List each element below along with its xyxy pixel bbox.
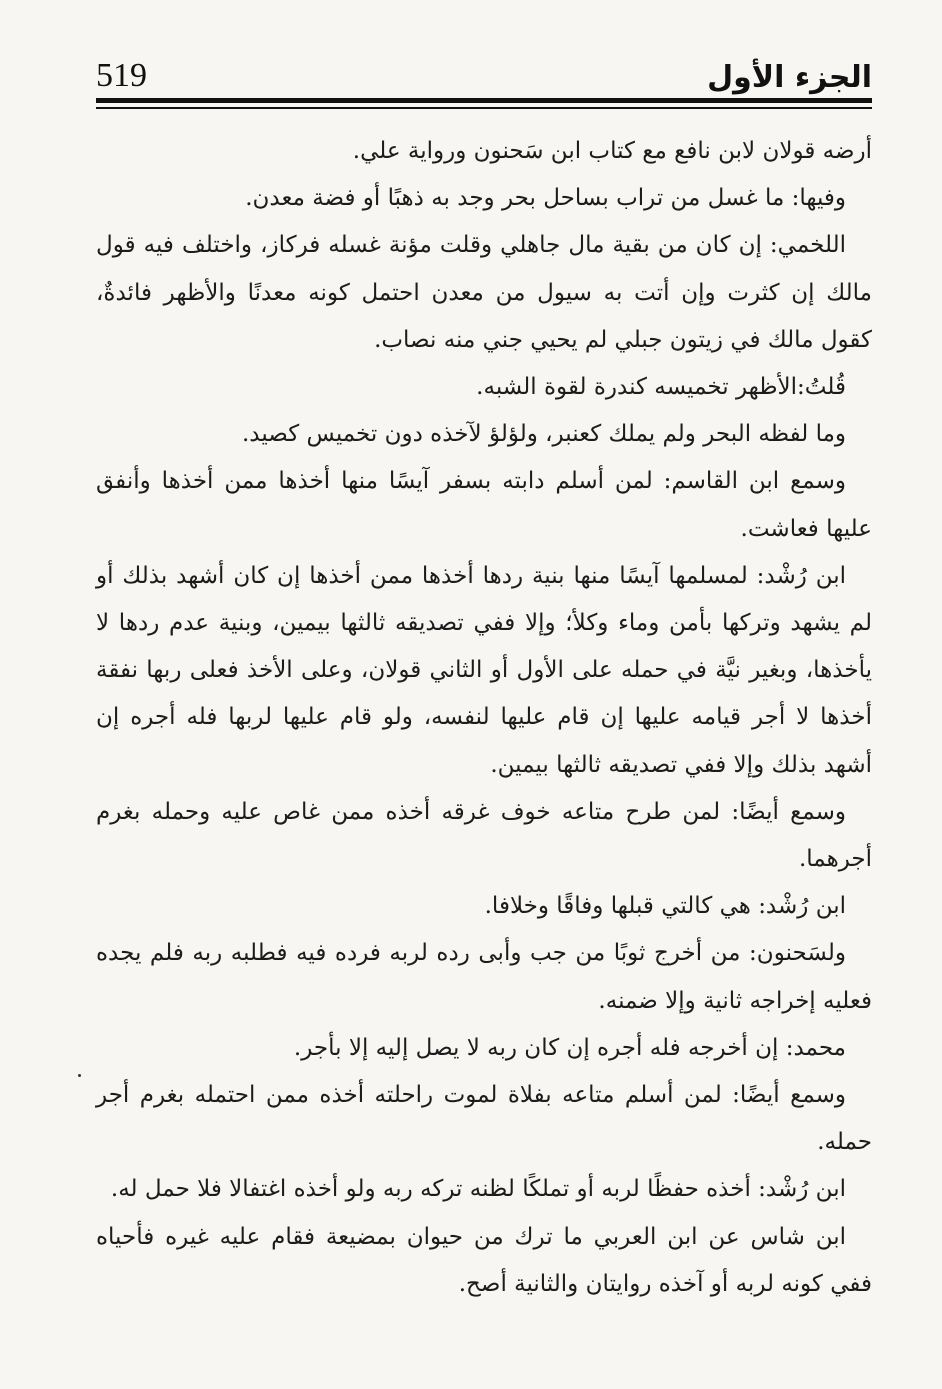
paragraph: ابن شاس عن ابن العربي ما ترك من حيوان بمضيعة فقام عليه غيره فأحياه ففي كونه لربه أو آخذه روايتان والثانية أصح. — [96, 1223, 872, 1297]
paragraph: وسمع ابن القاسم: لمن أسلم دابته بسفر آيسًا منها أخذها ممن أخذها وأنفق عليها فعاشت. — [96, 468, 872, 542]
paragraph: محمد: إن أخرجه فله أجره إن كان ربه لا يصل إليه إلا بأجر. — [293, 1034, 846, 1061]
body-text — [96, 128, 872, 1308]
paragraph: ابن رُشْد: لمسلمها آيسًا منها بنية ردها أخذها ممن أخذها إن كان أشهد بذلك أو لم يشهد وتركها بأمن وماء وكلأ؛ وإلا ففي تصديقه ثالثها بيمين، وبنية عدم ردها لا يأخذها، وبغير نيَّة في حمله على الأول أو الثاني قولان، وعلى الأخذ فعلى ربها نفقة أخذها لا أجر قيامه عليها إن قام عليها لنفسه، ولو قام عليها لربها فله أجره إن أشهد بذلك وإلا ففي تصديقه ثالثها بيمين. — [96, 562, 872, 778]
paragraph: وسمع أيضًا: لمن أسلم متاعه بفلاة لموت راحلته أخذه ممن احتمله بغرم أجر حمله. — [96, 1082, 872, 1156]
scan-speck — [78, 1074, 81, 1077]
header-rule-thick — [96, 98, 872, 103]
paragraph: ابن رُشْد: أخذه حفظًا لربه أو تملكًا لظنه تركه ربه ولو أخذه اغتفالا فلا حمل له. — [110, 1176, 846, 1203]
paragraph: اللخمي: إن كان من بقية مال جاهلي وقلت مؤنة غسله فركاز، واختلف فيه قول مالك إن كثرت وإن أتت به سيول من معدن احتمل كونه معدنًا والأظهر فائدةٌ، كقول مالك في زيتون جبلي لم يحيي جني منه نصاب. — [96, 232, 872, 353]
page-header — [96, 52, 872, 98]
paragraph: ابن رُشْد: هي كالتي قبلها وفاقًا وخلافا. — [484, 893, 846, 920]
page-number: 519 — [96, 57, 147, 94]
paragraph: وما لفظه البحر ولم يملك كعنبر، ولؤلؤ لآخذه دون تخميس كصيد. — [241, 421, 846, 448]
paragraph: ولسَحنون: من أخرج ثوبًا من جب وأبى رده لربه فرده فيه فطلبه ربه فلم يجده فعليه إخراجه ثانية وإلا ضمنه. — [96, 940, 872, 1014]
paragraph: وفيها: ما غسل من تراب بساحل بحر وجد به ذهبًا أو فضة معدن. — [245, 185, 846, 212]
header-rule-thin — [96, 107, 872, 109]
running-title: الجزء الأول — [707, 60, 872, 95]
paragraph: أرضه قولان لابن نافع مع كتاب ابن سَحنون ورواية علي. — [352, 138, 872, 164]
paragraph: قُلتُ:الأظهر تخميسه كندرة لقوة الشبه. — [476, 374, 846, 401]
paragraph: وسمع أيضًا: لمن طرح متاعه خوف غرقه أخذه ممن غاص عليه وحمله بغرم أجرهما. — [96, 798, 872, 873]
